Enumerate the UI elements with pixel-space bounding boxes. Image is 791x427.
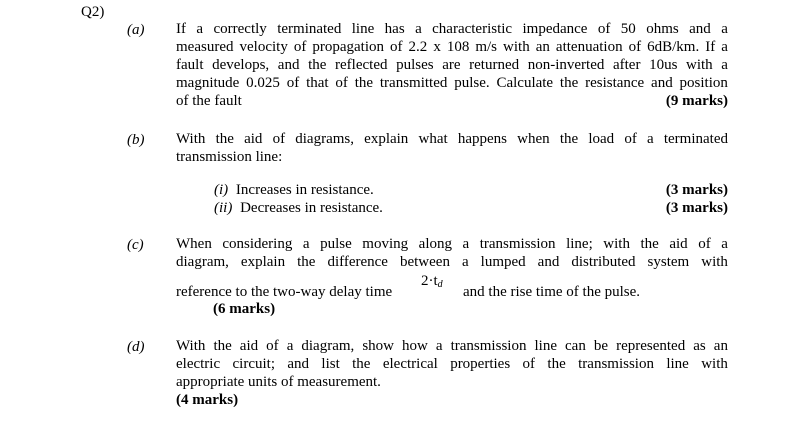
part-b-text [176, 130, 728, 166]
part-c-label: (c) [127, 237, 144, 253]
part-a-line-5: of the fault [176, 93, 242, 109]
part-a-line-4: magnitude 0.025 of that of the transmitted pulse. Calculate the resistance and position [176, 75, 728, 91]
part-d-line-1: With the aid of a diagram, show how a transmission line can be represented as an [176, 338, 728, 354]
delay-time-formula-sub: d [437, 279, 443, 290]
part-b-subpart-ii-marks: (3 marks) [665, 200, 728, 216]
part-b-subpart-i-text: Increases in resistance. [235, 182, 374, 198]
part-a-text [176, 20, 728, 110]
part-d-text [176, 337, 728, 409]
part-d-marks: (4 marks) [176, 392, 239, 408]
part-b-subpart-i-marks: (3 marks) [665, 182, 728, 198]
part-b-subpart-i [214, 181, 374, 199]
part-c-line-1: When considering a pulse moving along a transmission line; with the aid of a [176, 236, 728, 252]
part-b-subpart-ii [214, 199, 383, 217]
delay-time-formula-main: 2·t [421, 273, 438, 289]
question-number: Q2) [81, 4, 105, 20]
part-a-line-1: If a correctly terminated line has a characteristic impedance of 50 ohms and a [176, 21, 728, 37]
part-c-line-3-after: and the rise time of the pulse. [463, 284, 641, 300]
part-a-label: (a) [127, 22, 145, 38]
part-a-line-3: fault develops, and the reflected pulses are returned non-inverted after 10us with a [176, 57, 728, 73]
part-c-marks: (6 marks) [213, 301, 276, 317]
part-b-subpart-i-label: (i) [214, 182, 229, 198]
part-b-line-1: With the aid of diagrams, explain what happens when the load of a terminated [176, 131, 728, 147]
part-c-line-3-before: reference to the two-way delay time [176, 284, 393, 300]
part-b-subpart-ii-label: (ii) [214, 200, 233, 216]
part-a-marks: (9 marks) [665, 93, 728, 109]
part-b-subpart-ii-text: Decreases in resistance. [240, 200, 383, 216]
part-d-label: (d) [127, 339, 145, 355]
part-b-line-2: transmission line: [176, 149, 283, 165]
part-c-line-2: diagram, explain the difference between a lumped and distributed system with [176, 254, 728, 270]
part-b-label: (b) [127, 132, 145, 148]
part-a-line-2: measured velocity of propagation of 2.2 x 108 m/s with an attenuation of 6dB/km. If a [176, 39, 728, 55]
part-c-text [176, 235, 728, 271]
part-d-line-3: appropriate units of measurement. [176, 374, 381, 390]
delay-time-formula [421, 272, 443, 294]
part-d-line-2: electric circuit; and list the electrical properties of the transmission line with [176, 356, 728, 372]
